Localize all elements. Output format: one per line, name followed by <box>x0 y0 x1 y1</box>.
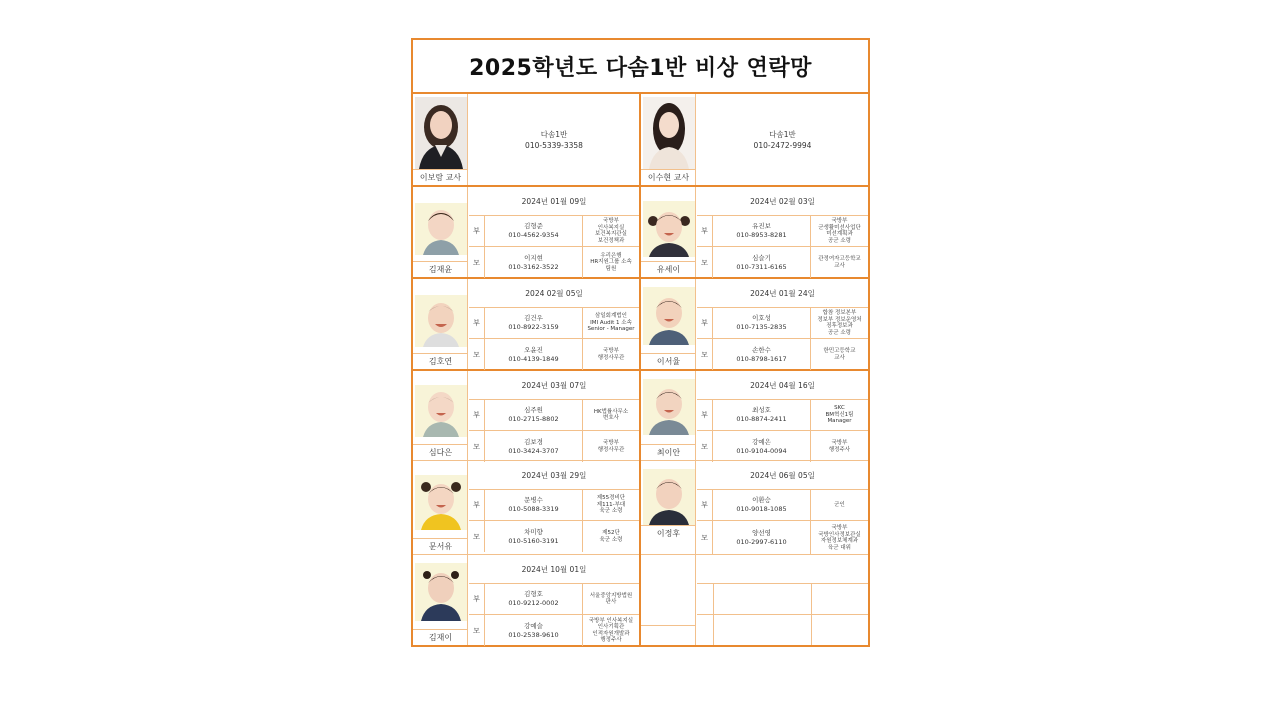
student-block <box>413 371 639 461</box>
birth-date: 2024년 06월 05일 <box>697 461 868 490</box>
mother-contact <box>485 521 583 552</box>
father-contact <box>485 490 583 520</box>
baby-photo-icon <box>643 469 695 525</box>
page-title: 2025학년도 다솜1반 비상 연락망 <box>469 55 812 81</box>
mother-name: 강예은 <box>752 437 771 446</box>
baby-photo-icon <box>415 563 467 621</box>
empty-date-row <box>697 555 868 584</box>
father-row <box>469 584 639 615</box>
baby-photo-icon <box>415 475 467 530</box>
father-phone[interactable]: 010-5088-3319 <box>508 505 559 513</box>
rel-label: 모 <box>469 431 485 462</box>
mother-job: 우리은행 HR지원그룹 소속 팀원 <box>590 252 632 272</box>
student-info <box>697 279 868 369</box>
student-name: 유세이 <box>641 261 696 277</box>
photo-cell <box>641 461 696 554</box>
father-phone[interactable]: 010-2715-8802 <box>508 415 559 423</box>
mother-contact <box>713 431 811 462</box>
photo-cell <box>413 187 468 277</box>
student-name: 김재윤 <box>413 261 468 277</box>
mother-name: 양선영 <box>752 529 771 537</box>
birth-date: 2024년 01월 24일 <box>697 279 868 308</box>
mother-phone[interactable]: 010-3162-3522 <box>508 262 559 271</box>
father-job: 합참 정보본부 정보부 정보운영처 징후정보과 공군 소령 <box>817 310 862 336</box>
teacher-photo <box>643 97 695 169</box>
student-block <box>641 187 868 279</box>
father-name: 유진보 <box>752 222 771 230</box>
baby-photo-icon <box>643 379 695 435</box>
father-phone[interactable]: 010-4562-9354 <box>508 231 559 239</box>
baby-photo-icon <box>415 203 467 255</box>
teacher-phone[interactable]: 010-2472-9994 <box>753 140 812 150</box>
student-info <box>697 461 868 554</box>
mother-job: 한민고등학교 교사 <box>823 348 856 361</box>
photo-cell <box>641 187 696 277</box>
teacher-info <box>469 94 639 185</box>
rel-label: 모 <box>469 615 485 646</box>
mother-contact <box>485 247 583 278</box>
father-name: 김건우 <box>524 314 543 322</box>
mother-job: 국방부 행정사무관 <box>597 440 625 453</box>
father-phone[interactable]: 010-7135-2835 <box>736 323 787 331</box>
father-row <box>469 490 639 521</box>
mother-contact <box>713 247 811 278</box>
father-row <box>697 400 868 431</box>
student-photo <box>415 475 467 530</box>
empty-student-block <box>641 555 868 645</box>
rel-label: 부 <box>469 216 485 246</box>
father-row <box>697 308 868 339</box>
father-contact <box>713 216 811 246</box>
mother-name: 이지현 <box>524 253 543 262</box>
mother-contact <box>485 339 583 370</box>
teacher-class: 다솜1반 <box>769 129 796 139</box>
father-job: 삼일회계법인 IMI Audit 1 소속 Senior - Manager <box>587 313 635 333</box>
father-job: 서울중앙지방법원 판사 <box>589 592 633 605</box>
title-row <box>413 40 868 94</box>
father-row <box>469 216 639 247</box>
father-job: HK법률사무소 변호사 <box>593 408 629 421</box>
father-phone[interactable]: 010-8953-8281 <box>736 231 787 239</box>
mother-row <box>469 247 639 278</box>
rel-label: 모 <box>697 247 713 278</box>
photo-cell <box>641 371 696 460</box>
student-block <box>641 371 868 461</box>
mother-row <box>697 431 868 462</box>
photo-cell <box>641 94 696 185</box>
student-info <box>469 461 639 554</box>
father-name: 이호성 <box>752 314 771 322</box>
student-info <box>469 187 639 277</box>
student-block <box>641 461 868 555</box>
teacher-phone[interactable]: 010-5339-3358 <box>525 140 583 150</box>
student-block <box>413 555 639 645</box>
birth-date: 2024년 02월 03일 <box>697 187 868 216</box>
mother-name: 차미향 <box>524 527 543 536</box>
student-photo <box>415 563 467 621</box>
teacher-photo <box>415 97 467 169</box>
student-photo <box>643 287 695 345</box>
student-name: 김재이 <box>413 629 468 645</box>
empty-parent-row <box>697 584 868 615</box>
father-job: 군인 <box>834 501 845 508</box>
baby-photo-icon <box>643 201 695 257</box>
empty-divider <box>811 584 812 645</box>
father-contact <box>485 584 583 614</box>
father-contact <box>713 308 811 338</box>
mother-phone[interactable]: 010-2538-9610 <box>508 630 559 639</box>
father-job: 국방부 군생활미선사업단 미선계획과 공군 소령 <box>818 218 861 244</box>
left-column <box>413 94 641 645</box>
student-info <box>697 371 868 460</box>
mother-job: 국방부 행정사무관 <box>597 348 625 361</box>
mother-phone[interactable]: 010-9104-0094 <box>736 446 787 455</box>
rel-label: 모 <box>697 431 713 462</box>
birth-date: 2024년 01월 09일 <box>469 187 639 216</box>
teacher-portrait-icon <box>415 97 467 169</box>
photo-cell <box>413 94 468 185</box>
father-name: 김형호 <box>524 590 543 598</box>
mother-contact <box>713 339 811 370</box>
mother-name: 오윤진 <box>524 345 543 354</box>
right-column <box>641 94 868 645</box>
birth-date: 2024년 03월 29일 <box>469 461 639 490</box>
father-contact <box>485 400 583 430</box>
student-photo <box>643 469 695 525</box>
mother-job: 제52단 육군 소령 <box>599 530 623 543</box>
student-info <box>469 555 639 645</box>
father-phone[interactable]: 010-9018-1085 <box>736 505 787 513</box>
mother-row <box>697 339 868 370</box>
rel-label: 모 <box>469 247 485 278</box>
student-name: 문서유 <box>413 538 468 554</box>
rel-label: 부 <box>697 308 713 338</box>
mother-phone[interactable]: 010-3424-3707 <box>508 446 559 455</box>
rel-label: 모 <box>697 521 713 555</box>
mother-contact <box>485 615 583 646</box>
empty-photo-cell <box>641 555 696 645</box>
father-row <box>697 490 868 521</box>
father-job: 제55경비단 제111-부대 육군 소령 <box>596 495 626 515</box>
father-contact <box>713 400 811 430</box>
student-name: 최이안 <box>641 444 696 460</box>
student-block <box>413 279 639 371</box>
teacher-name: 이보람 교사 <box>413 169 468 185</box>
student-photo <box>643 201 695 257</box>
rel-label: 부 <box>469 400 485 430</box>
father-row <box>469 400 639 431</box>
teacher-portrait-icon <box>643 97 695 169</box>
mother-phone[interactable]: 010-2997-6110 <box>736 538 787 546</box>
baby-photo-icon <box>415 385 467 437</box>
mother-row <box>697 247 868 278</box>
photo-cell <box>413 371 468 460</box>
father-contact <box>485 308 583 338</box>
father-name: 문병수 <box>524 496 543 504</box>
rel-label: 부 <box>697 490 713 520</box>
father-name: 심주원 <box>524 406 543 414</box>
father-row <box>697 216 868 247</box>
empty-name-line <box>641 625 696 626</box>
father-phone[interactable]: 010-9212-0002 <box>508 599 559 607</box>
mother-job: 국방부 국방인사정보관실 자원정보체계과 육군 대위 <box>818 525 861 551</box>
mother-row <box>469 431 639 462</box>
father-job: SKC BM혁신1팀 Manager <box>825 405 854 425</box>
birth-date: 2024년 03월 07일 <box>469 371 639 400</box>
student-name: 이정후 <box>641 525 696 541</box>
teacher-info <box>697 94 868 185</box>
baby-photo-icon <box>415 295 467 347</box>
mother-name: 강예슬 <box>524 621 543 630</box>
teacher-class: 다솜1반 <box>540 129 568 139</box>
student-block <box>413 461 639 555</box>
student-name: 심다은 <box>413 444 468 460</box>
empty-divider <box>713 584 714 645</box>
student-photo <box>415 203 467 255</box>
student-info <box>469 371 639 460</box>
student-block <box>413 187 639 279</box>
mother-phone[interactable]: 010-8798-1617 <box>736 354 787 363</box>
rel-label: 모 <box>469 339 485 370</box>
mother-job: 국방부 인사복지실 인사기획관 인적자원개발과 행정주사 <box>588 617 634 643</box>
mother-phone[interactable]: 010-4139-1849 <box>508 354 559 363</box>
student-photo <box>415 385 467 437</box>
mother-row <box>469 339 639 370</box>
father-contact <box>485 216 583 246</box>
rel-label: 모 <box>469 521 485 552</box>
student-photo <box>643 379 695 435</box>
birth-date: 2024 02월 05일 <box>469 279 639 308</box>
father-row <box>469 308 639 339</box>
mother-contact <box>713 521 811 555</box>
mother-job: 관정여자고등학교 교사 <box>818 256 861 269</box>
father-phone[interactable]: 010-8874-2411 <box>736 415 787 423</box>
teacher-block <box>413 94 639 187</box>
mother-name: 손한수 <box>752 345 771 354</box>
emergency-contact-sheet <box>411 38 870 647</box>
mother-name: 심슬기 <box>752 253 771 262</box>
baby-photo-icon <box>643 287 695 345</box>
photo-cell <box>413 461 468 554</box>
father-phone[interactable]: 010-8922-3159 <box>508 323 559 331</box>
rel-label: 부 <box>469 490 485 520</box>
mother-row <box>697 521 868 555</box>
rel-label: 부 <box>469 308 485 338</box>
mother-contact <box>485 431 583 462</box>
photo-cell <box>413 555 468 645</box>
birth-date: 2024년 04월 16일 <box>697 371 868 400</box>
photo-cell <box>413 279 468 369</box>
father-contact <box>713 490 811 520</box>
student-photo <box>415 295 467 347</box>
birth-date: 2024년 10월 01일 <box>469 555 639 584</box>
father-name: 최성호 <box>752 406 771 414</box>
rel-label: 부 <box>697 216 713 246</box>
rel-label: 부 <box>697 400 713 430</box>
father-job: 국방부 인사복지실 보건복지관실 보건정책과 <box>595 218 627 244</box>
student-info <box>469 279 639 369</box>
mother-row <box>469 615 639 646</box>
student-block <box>641 279 868 371</box>
photo-cell <box>641 279 696 369</box>
student-info <box>697 187 868 277</box>
teacher-name: 이수현 교사 <box>641 169 696 185</box>
father-name: 김형준 <box>524 222 543 230</box>
teacher-block <box>641 94 868 187</box>
mother-row <box>469 521 639 552</box>
mother-phone[interactable]: 010-7311-6165 <box>736 262 787 271</box>
father-name: 이환승 <box>752 496 771 504</box>
rel-label: 부 <box>469 584 485 614</box>
mother-job: 국방부 행정주사 <box>828 440 851 453</box>
mother-phone[interactable]: 010-5160-3191 <box>508 536 559 545</box>
mother-name: 김보경 <box>524 437 543 446</box>
student-name: 이서율 <box>641 353 696 369</box>
rel-label: 모 <box>697 339 713 370</box>
student-name: 김호연 <box>413 353 468 369</box>
